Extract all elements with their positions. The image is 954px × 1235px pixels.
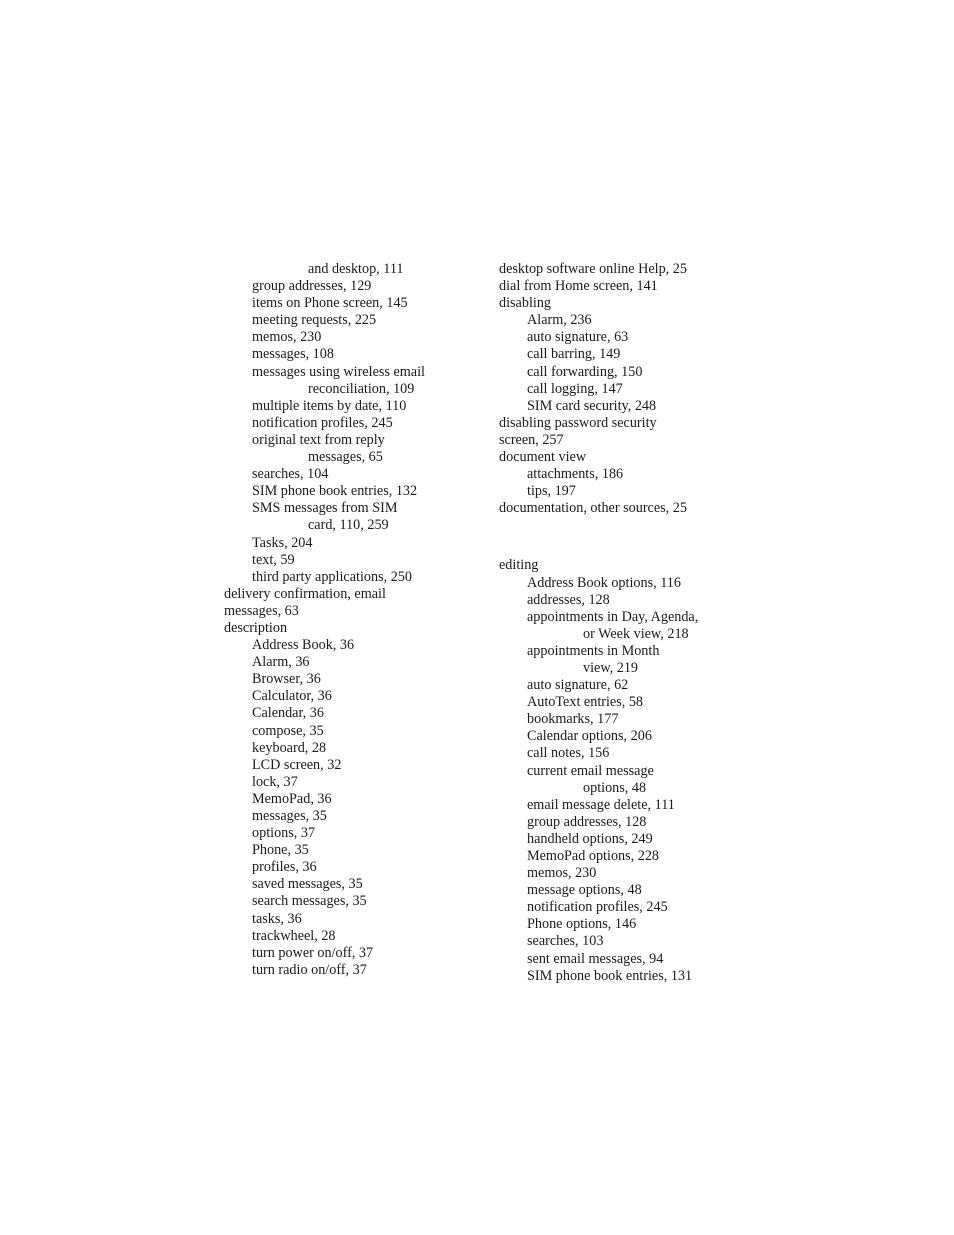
index-sub-entry: searches, 103 bbox=[527, 933, 604, 950]
index-sub-entry: saved messages, 35 bbox=[252, 876, 363, 893]
index-sub-entry: SIM card security, 248 bbox=[527, 397, 657, 414]
index-main-entry: dial from Home screen, 141 bbox=[499, 278, 658, 295]
index-sub-entry: multiple items by date, 110 bbox=[252, 397, 407, 414]
index-sub-entry: bookmarks, 177 bbox=[527, 711, 619, 728]
index-sub-entry: call logging, 147 bbox=[527, 380, 623, 397]
index-sub-entry: SIM phone book entries, 132 bbox=[252, 483, 418, 500]
index-sub-entry: messages using wireless email bbox=[252, 363, 425, 380]
index-main-entry: disabling bbox=[499, 295, 552, 312]
index-sub-entry: items on Phone screen, 145 bbox=[252, 295, 408, 312]
index-column-right bbox=[499, 261, 754, 985]
index-sub-entry: Alarm, 36 bbox=[252, 654, 310, 671]
index-entry-continuation: messages, 65 bbox=[308, 449, 383, 466]
index-sub-entry: MemoPad, 36 bbox=[252, 790, 332, 807]
index-sub-entry: call notes, 156 bbox=[527, 745, 610, 762]
index-sub-entry: notification profiles, 245 bbox=[527, 899, 668, 916]
index-sub-entry: LCD screen, 32 bbox=[252, 756, 342, 773]
index-sub-entry: appointments in Month bbox=[527, 642, 660, 659]
index-column-left bbox=[224, 261, 479, 979]
index-sub-entry: Address Book, 36 bbox=[252, 637, 355, 654]
index-sub-entry: AutoText entries, 58 bbox=[527, 694, 644, 711]
index-main-entry: desktop software online Help, 25 bbox=[499, 261, 687, 277]
index-sub-entry: auto signature, 62 bbox=[527, 677, 629, 694]
index-sub-entry: Address Book options, 116 bbox=[527, 574, 681, 591]
index-main-entry: document view bbox=[499, 449, 587, 466]
index-main-entry: delivery confirmation, email bbox=[224, 585, 386, 602]
index-sub-entry: messages, 35 bbox=[252, 808, 327, 824]
index-sub-entry: message options, 48 bbox=[527, 882, 642, 899]
index-entry-continuation: card, 110, 259 bbox=[308, 517, 389, 534]
index-sub-entry: tasks, 36 bbox=[252, 910, 302, 927]
index-entry-continuation: view, 219 bbox=[583, 659, 639, 676]
index-sub-entry: Calendar options, 206 bbox=[527, 728, 652, 745]
index-sub-entry: original text from reply bbox=[252, 431, 385, 448]
index-sub-entry: attachments, 186 bbox=[527, 466, 624, 483]
index-sub-entry: call forwarding, 150 bbox=[527, 363, 643, 380]
index-sub-entry: memos, 230 bbox=[252, 329, 322, 346]
index-sub-entry: email message delete, 111 bbox=[527, 796, 675, 813]
index-sub-entry: auto signature, 63 bbox=[527, 329, 629, 346]
index-sub-entry: Phone options, 146 bbox=[527, 916, 637, 933]
index-sub-entry: current email message bbox=[527, 762, 654, 779]
index-sub-entry: meeting requests, 225 bbox=[252, 312, 377, 329]
index-sub-entry: keyboard, 28 bbox=[252, 739, 327, 756]
index-sub-entry: messages, 108 bbox=[252, 346, 334, 363]
index-sub-entry: SIM phone book entries, 131 bbox=[527, 967, 693, 984]
index-main-entry: disabling password security bbox=[499, 414, 657, 431]
index-sub-entry: handheld options, 249 bbox=[527, 830, 653, 847]
index-entry-continuation: reconciliation, 109 bbox=[308, 380, 415, 397]
index-sub-entry: Browser, 36 bbox=[252, 671, 321, 688]
index-main-entry: screen, 257 bbox=[499, 431, 564, 448]
index-sub-entry: addresses, 128 bbox=[527, 591, 610, 608]
index-sub-entry: memos, 230 bbox=[527, 865, 597, 882]
index-sub-entry: third party applications, 250 bbox=[252, 568, 412, 585]
index-sub-entry: turn power on/off, 37 bbox=[252, 944, 374, 961]
index-sub-entry: compose, 35 bbox=[252, 722, 324, 739]
index-sub-entry: text, 59 bbox=[252, 551, 295, 568]
index-sub-entry: notification profiles, 245 bbox=[252, 414, 393, 431]
index-main-entry: editing bbox=[499, 557, 539, 574]
index-sub-entry: MemoPad options, 228 bbox=[527, 848, 660, 864]
index-main-entry: documentation, other sources, 25 bbox=[499, 500, 687, 517]
index-sub-entry: searches, 104 bbox=[252, 466, 329, 483]
index-sub-entry: sent email messages, 94 bbox=[527, 950, 664, 967]
index-sub-entry: options, 37 bbox=[252, 825, 316, 842]
index-sub-entry: Calculator, 36 bbox=[252, 688, 332, 705]
index-entry-continuation: and desktop, 111 bbox=[308, 261, 404, 277]
index-sub-entry: search messages, 35 bbox=[252, 893, 367, 910]
index-sub-entry: appointments in Day, Agenda, bbox=[527, 608, 699, 625]
index-sub-entry: tips, 197 bbox=[527, 483, 576, 500]
index-sub-entry: group addresses, 128 bbox=[527, 813, 647, 830]
index-sub-entry: Phone, 35 bbox=[252, 842, 309, 859]
index-main-entry: description bbox=[224, 619, 288, 636]
index-entry-continuation: options, 48 bbox=[583, 779, 647, 796]
index-sub-entry: SMS messages from SIM bbox=[252, 500, 398, 517]
index-sub-entry: Tasks, 204 bbox=[252, 534, 313, 551]
index-sub-entry: profiles, 36 bbox=[252, 859, 317, 876]
index-sub-entry: Alarm, 236 bbox=[527, 312, 592, 329]
index-sub-entry: call barring, 149 bbox=[527, 346, 621, 363]
index-entry-continuation: or Week view, 218 bbox=[583, 625, 689, 642]
section-gap bbox=[499, 517, 754, 557]
index-sub-entry: turn radio on/off, 37 bbox=[252, 961, 367, 978]
index-sub-entry: Calendar, 36 bbox=[252, 705, 324, 722]
index-sub-entry: trackwheel, 28 bbox=[252, 927, 336, 944]
index-sub-entry: group addresses, 129 bbox=[252, 278, 372, 295]
index-sub-entry: lock, 37 bbox=[252, 773, 298, 790]
index-main-entry: messages, 63 bbox=[224, 602, 299, 619]
